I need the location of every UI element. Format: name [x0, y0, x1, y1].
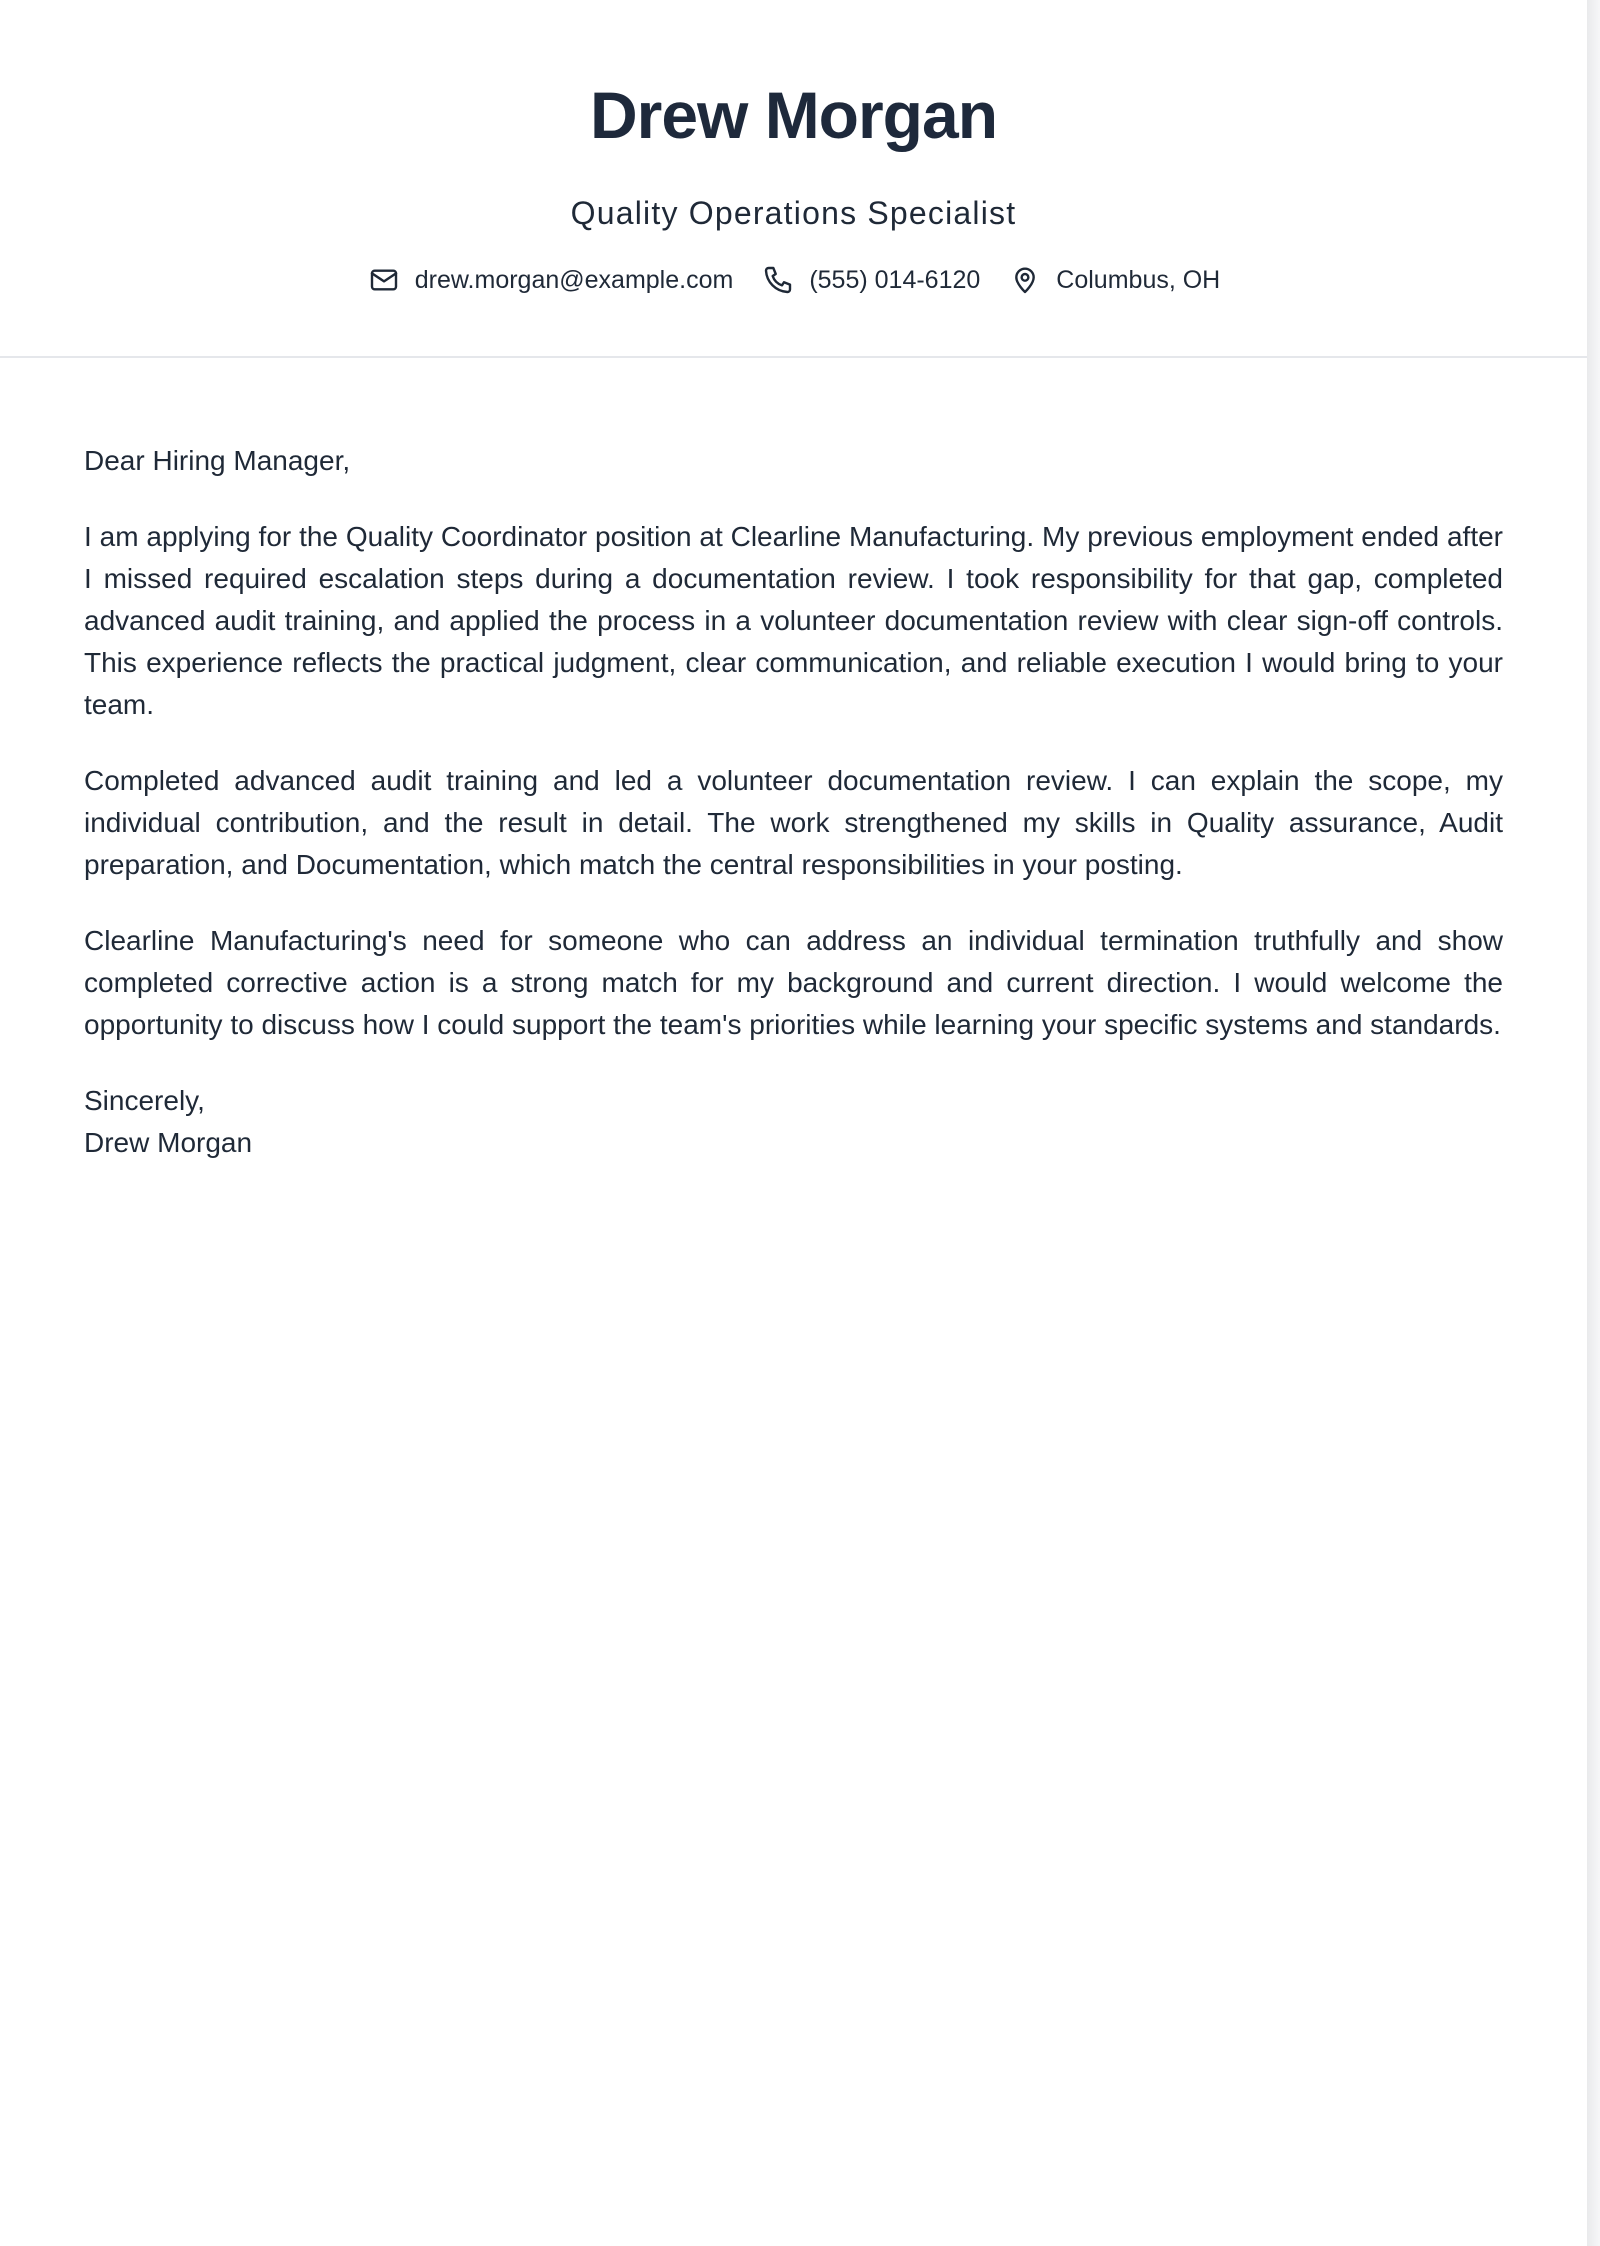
page-edge-shadow	[1587, 0, 1600, 2246]
contact-location	[1008, 260, 1220, 300]
greeting: Dear Hiring Manager,	[84, 445, 351, 476]
email-text: drew.morgan@example.com	[414, 266, 734, 294]
paragraph-experience: Completed advanced audit training and led a volunteer documentation review. I can explain the scope, my individual contribution, and the result in detail. The work strengthened my skills in Quality assurance, Audit preparation, and Documentation, which match the central responsibilities in your posting.	[84, 765, 1503, 880]
contact-phone[interactable]	[761, 260, 980, 300]
contact-bar	[0, 260, 1587, 300]
contact-email[interactable]	[367, 260, 734, 300]
phone-icon	[761, 263, 795, 297]
paragraph-fit: Clearline Manufacturing's need for someone who can address an individual termination truthfully and show completed corrective action is a strong match for my background and current direction. I would welcome the opportunity to discuss how I could support the team's priorities while learning your specific systems and standards.	[84, 925, 1503, 1040]
applicant-role: Quality Operations Specialist	[570, 195, 1017, 231]
closing: Sincerely,	[84, 1085, 205, 1116]
location-text: Columbus, OH	[1056, 266, 1221, 294]
phone-text: (555) 014-6120	[809, 266, 981, 294]
location-pin-icon	[1008, 263, 1042, 297]
letter-header	[0, 0, 1587, 358]
letter-body	[84, 440, 1503, 1164]
paragraph-intro: I am applying for the Quality Coordinator position at Clearline Manufacturing. My previous employment ended after I missed required escalation steps during a documentation review. I took responsibility for that gap, completed advanced audit training, and applied the process in a volunteer documentation review with clear sign-off controls. This experience reflects the practical judgment, clear communication, and reliable execution I would bring to your team.	[84, 521, 1503, 720]
mail-icon	[367, 263, 401, 297]
signature: Drew Morgan	[84, 1127, 253, 1158]
applicant-name: Drew Morgan	[589, 78, 998, 152]
